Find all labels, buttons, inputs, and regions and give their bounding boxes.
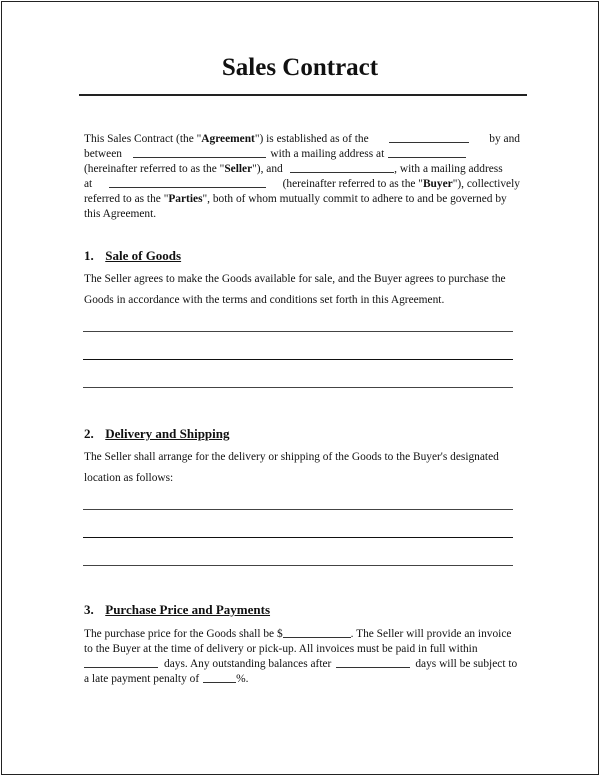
section-3-line-1: [84, 627, 520, 642]
intro-line-2: [84, 147, 520, 162]
section-1-body: [84, 269, 520, 311]
section-text: The Seller agrees to make the Goods available for sale, and the Buyer agrees to purchase the: [84, 273, 506, 285]
intro-text: at: [84, 178, 93, 190]
parties-term: Parties: [168, 193, 203, 205]
buyer-term: Buyer: [422, 178, 453, 190]
intro-text: (hereinafter referred to as the ": [282, 178, 423, 190]
intro-line-1: [84, 132, 520, 147]
intro-text: ", both of whom mutually commit to adhere to and be governed by: [202, 193, 507, 205]
section-3-line-4: [84, 672, 520, 687]
seller-term: Seller: [224, 163, 253, 175]
document-title: Sales Contract: [221, 54, 379, 81]
intro-text: (hereinafter referred to as the ": [84, 163, 225, 175]
section-2-fill-line-3[interactable]: [83, 565, 513, 566]
intro-line-3: [84, 162, 520, 177]
intro-line-5: [84, 192, 520, 207]
section-3-heading: [84, 602, 270, 618]
section-3-body: [84, 627, 520, 687]
contract-page: [1, 1, 599, 775]
section-text: The Seller shall arrange for the delivery or shipping of the Goods to the Buyer's designated: [84, 451, 499, 463]
overdue-days-field[interactable]: [336, 657, 410, 668]
section-2-heading: [84, 426, 230, 442]
section-number: 2.: [84, 426, 94, 441]
section-1-fill-line-2[interactable]: [83, 359, 513, 360]
section-2-fill-line-2[interactable]: [83, 537, 513, 538]
section-text: days. Any outstanding balances after: [164, 658, 332, 670]
section-1-fill-line-3[interactable]: [83, 387, 513, 388]
intro-text: by and: [489, 133, 520, 145]
section-3-line-2: [84, 642, 520, 657]
buyer-name-field[interactable]: [290, 162, 394, 173]
intro-text: , with a mailing address: [394, 163, 503, 175]
intro-text: "), and: [252, 163, 283, 175]
agreement-term: Agreement: [201, 133, 255, 145]
intro-line-6: [84, 207, 520, 222]
section-number: 1.: [84, 248, 94, 263]
section-title: Purchase Price and Payments: [105, 602, 271, 617]
section-text: %.: [236, 673, 249, 685]
intro-text: with a mailing address at: [270, 148, 385, 160]
buyer-address-field[interactable]: [109, 177, 266, 188]
intro-paragraph: [84, 132, 520, 222]
intro-text: ") is established as of the: [254, 133, 369, 145]
intro-text: this Agreement.: [84, 208, 157, 220]
section-1-heading: [84, 248, 181, 264]
section-2-fill-line-1[interactable]: [83, 509, 513, 510]
section-2-body: [84, 447, 520, 489]
intro-text: "), collectively: [452, 178, 520, 190]
penalty-percent-field[interactable]: [203, 672, 236, 683]
section-title: Sale of Goods: [105, 248, 182, 263]
section-text: to the Buyer at the time of delivery or pick-up. All invoices must be paid in full within: [84, 643, 478, 655]
seller-address-field[interactable]: [388, 147, 466, 158]
purchase-price-field[interactable]: [283, 627, 351, 638]
section-text: days will be subject to: [415, 658, 518, 670]
section-3-line-3: [84, 657, 520, 672]
section-1-fill-line-1[interactable]: [83, 331, 513, 332]
intro-text: This Sales Contract (the ": [84, 133, 202, 145]
payment-days-field[interactable]: [84, 657, 158, 668]
section-text: a late payment penalty of: [84, 673, 200, 685]
effective-date-field[interactable]: [389, 132, 469, 143]
intro-text: between: [84, 148, 122, 160]
intro-text: referred to as the ": [84, 193, 169, 205]
section-text: Goods in accordance with the terms and conditions set forth in this Agreement.: [84, 294, 445, 306]
seller-name-field[interactable]: [133, 147, 266, 158]
intro-line-4: [84, 177, 520, 192]
section-text: location as follows:: [84, 472, 174, 484]
title-divider: [79, 94, 527, 96]
section-text: . The Seller will provide an invoice: [350, 628, 512, 640]
section-number: 3.: [84, 602, 94, 617]
section-text: The purchase price for the Goods shall be $: [84, 628, 283, 640]
section-title: Delivery and Shipping: [105, 426, 230, 441]
